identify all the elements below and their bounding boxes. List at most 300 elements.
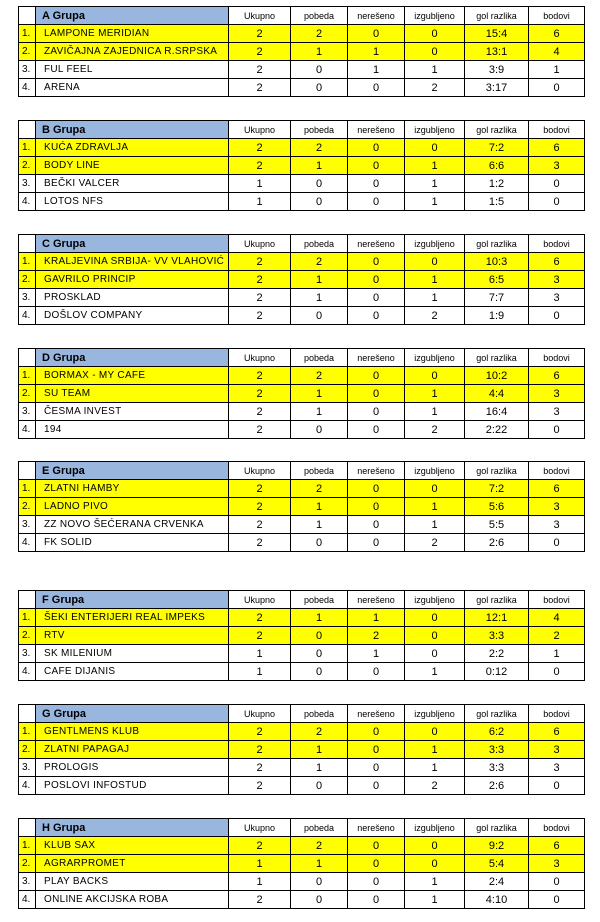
column-header: pobeda [291,705,348,723]
column-header: nerešeno [348,235,405,253]
position-cell: 4. [19,534,36,552]
stat-cell: 1 [405,873,465,891]
column-header: Ukupno [229,349,291,367]
stat-cell: 1 [529,645,585,663]
stat-cell: 1 [405,498,465,516]
stat-cell: 1 [348,43,405,61]
team-name: ONLINE AKCIJSKA ROBA [36,891,229,909]
stat-cell: 0 [348,777,405,795]
stat-cell: 0 [348,175,405,193]
team-name: LADNO PIVO [36,498,229,516]
stat-cell: 0 [348,25,405,43]
column-header: Ukupno [229,819,291,837]
position-cell: 3. [19,645,36,663]
header-blank-cell [19,819,36,837]
group-header-row [19,462,585,480]
stat-cell: 0 [405,43,465,61]
stat-cell: 2:4 [465,873,529,891]
stat-cell: 3:17 [465,79,529,97]
team-name: BORMAX - MY CAFE [36,367,229,385]
stat-cell: 1 [291,609,348,627]
stat-cell: 2 [229,516,291,534]
column-header: pobeda [291,121,348,139]
group-table [18,6,585,97]
group-name: A Grupa [36,7,229,25]
stat-cell: 6 [529,25,585,43]
team-name: KUĆA ZDRAVLJA [36,139,229,157]
column-header: nerešeno [348,591,405,609]
stat-cell: 2 [291,139,348,157]
column-header: izgubljeno [405,121,465,139]
stat-cell: 0:12 [465,663,529,681]
group-table [18,120,585,211]
stat-cell: 1:2 [465,175,529,193]
position-cell: 3. [19,175,36,193]
stat-cell: 7:2 [465,480,529,498]
team-name: FUL FEEL [36,61,229,79]
stat-cell: 0 [348,480,405,498]
column-header: gol razlika [465,819,529,837]
stat-cell: 0 [348,421,405,439]
table-row [19,307,585,325]
stat-cell: 3 [529,403,585,421]
stat-cell: 6:5 [465,271,529,289]
stat-cell: 0 [348,307,405,325]
group-name: G Grupa [36,705,229,723]
stat-cell: 2 [229,289,291,307]
stat-cell: 0 [348,534,405,552]
stat-cell: 2 [229,403,291,421]
position-cell: 3. [19,403,36,421]
team-name: LAMPONE MERIDIAN [36,25,229,43]
table-row [19,421,585,439]
position-cell: 2. [19,741,36,759]
table-row [19,61,585,79]
team-name: BODY LINE [36,157,229,175]
stat-cell: 3 [529,855,585,873]
table-row [19,663,585,681]
stat-cell: 2 [229,723,291,741]
position-cell: 1. [19,480,36,498]
stat-cell: 2 [229,609,291,627]
stat-cell: 1 [348,609,405,627]
column-header: izgubljeno [405,705,465,723]
team-name: PLAY BACKS [36,873,229,891]
position-cell: 2. [19,385,36,403]
stat-cell: 5:4 [465,855,529,873]
stat-cell: 3 [529,157,585,175]
stat-cell: 4:4 [465,385,529,403]
table-row [19,645,585,663]
stat-cell: 3 [529,741,585,759]
table-row [19,43,585,61]
stat-cell: 1 [229,855,291,873]
stat-cell: 2 [291,253,348,271]
stat-cell: 1 [405,516,465,534]
team-name: GAVRILO PRINCIP [36,271,229,289]
header-blank-cell [19,121,36,139]
stat-cell: 12:1 [465,609,529,627]
stat-cell: 2:6 [465,534,529,552]
column-header: nerešeno [348,462,405,480]
table-row [19,609,585,627]
stat-cell: 1 [229,645,291,663]
stat-cell: 1 [291,741,348,759]
position-cell: 4. [19,891,36,909]
stat-cell: 2 [291,25,348,43]
stat-cell: 3 [529,271,585,289]
stat-cell: 1 [291,759,348,777]
stat-cell: 1 [291,385,348,403]
stat-cell: 1 [229,873,291,891]
position-cell: 4. [19,777,36,795]
table-row [19,534,585,552]
stat-cell: 1 [405,403,465,421]
table-row [19,873,585,891]
column-header: gol razlika [465,121,529,139]
stat-cell: 2 [291,367,348,385]
stat-cell: 0 [291,663,348,681]
stat-cell: 0 [291,79,348,97]
position-cell: 3. [19,61,36,79]
stat-cell: 1 [405,759,465,777]
column-header: izgubljeno [405,462,465,480]
stat-cell: 3:3 [465,627,529,645]
stat-cell: 0 [348,79,405,97]
column-header: izgubljeno [405,349,465,367]
group-name: F Grupa [36,591,229,609]
stat-cell: 0 [529,891,585,909]
stat-cell: 6 [529,139,585,157]
header-blank-cell [19,235,36,253]
stat-cell: 0 [348,516,405,534]
position-cell: 1. [19,25,36,43]
stat-cell: 2 [229,43,291,61]
position-cell: 1. [19,609,36,627]
stat-cell: 0 [348,139,405,157]
stat-cell: 1 [405,289,465,307]
stat-cell: 2 [229,79,291,97]
stat-cell: 6 [529,253,585,271]
table-row [19,759,585,777]
stat-cell: 2 [229,157,291,175]
team-name: KLUB SAX [36,837,229,855]
position-cell: 1. [19,837,36,855]
stat-cell: 1 [405,175,465,193]
column-header: Ukupno [229,121,291,139]
table-row [19,627,585,645]
stat-cell: 16:4 [465,403,529,421]
stat-cell: 15:4 [465,25,529,43]
team-name: BEČKI VALCER [36,175,229,193]
column-header: Ukupno [229,591,291,609]
stat-cell: 2 [405,307,465,325]
stat-cell: 0 [291,193,348,211]
group-header-row [19,819,585,837]
stat-cell: 0 [348,289,405,307]
stat-cell: 2 [229,61,291,79]
group-table [18,461,585,552]
table-row [19,175,585,193]
position-cell: 4. [19,307,36,325]
position-cell: 2. [19,498,36,516]
stat-cell: 1 [229,193,291,211]
column-header: bodovi [529,121,585,139]
team-name: PROLOGIS [36,759,229,777]
column-header: Ukupno [229,462,291,480]
group-header-row [19,121,585,139]
table-row [19,367,585,385]
header-blank-cell [19,349,36,367]
column-header: pobeda [291,819,348,837]
stat-cell: 0 [348,837,405,855]
table-row [19,741,585,759]
stat-cell: 6:6 [465,157,529,175]
stat-cell: 2 [229,253,291,271]
stat-cell: 6 [529,723,585,741]
stat-cell: 4:10 [465,891,529,909]
stat-cell: 0 [405,627,465,645]
stat-cell: 0 [291,307,348,325]
table-row [19,723,585,741]
stat-cell: 0 [348,253,405,271]
team-name: ARENA [36,79,229,97]
team-name: CAFE DIJANIS [36,663,229,681]
column-header: nerešeno [348,121,405,139]
stat-cell: 2 [405,79,465,97]
column-header: Ukupno [229,705,291,723]
column-header: bodovi [529,705,585,723]
table-row [19,837,585,855]
column-header: bodovi [529,235,585,253]
stat-cell: 0 [405,253,465,271]
stat-cell: 0 [405,367,465,385]
stat-cell: 0 [529,534,585,552]
stat-cell: 0 [405,609,465,627]
team-name: AGRARPROMET [36,855,229,873]
table-row [19,253,585,271]
table-row [19,498,585,516]
stat-cell: 4 [529,609,585,627]
stat-cell: 0 [529,175,585,193]
stat-cell: 7:7 [465,289,529,307]
stat-cell: 2 [229,367,291,385]
team-name: SK MILENIUM [36,645,229,663]
stat-cell: 2:2 [465,645,529,663]
team-name: POSLOVI INFOSTUD [36,777,229,795]
stat-cell: 0 [348,723,405,741]
position-cell: 4. [19,663,36,681]
position-cell: 1. [19,367,36,385]
column-header: pobeda [291,7,348,25]
table-row [19,891,585,909]
table-row [19,403,585,421]
group-header-row [19,591,585,609]
stat-cell: 6 [529,480,585,498]
stat-cell: 0 [529,79,585,97]
stat-cell: 10:2 [465,367,529,385]
stat-cell: 3 [529,516,585,534]
column-header: bodovi [529,819,585,837]
stat-cell: 4 [529,43,585,61]
group-name: D Grupa [36,349,229,367]
stat-cell: 6 [529,837,585,855]
table-row [19,777,585,795]
stat-cell: 13:1 [465,43,529,61]
group-table [18,234,585,325]
team-name: ZLATNI PAPAGAJ [36,741,229,759]
stat-cell: 0 [405,139,465,157]
table-row [19,480,585,498]
stat-cell: 3:3 [465,741,529,759]
position-cell: 2. [19,271,36,289]
stat-cell: 1 [405,891,465,909]
team-name: PROSKLAD [36,289,229,307]
column-header: pobeda [291,591,348,609]
team-name: SU TEAM [36,385,229,403]
stat-cell: 6 [529,367,585,385]
stat-cell: 0 [348,759,405,777]
stat-cell: 1 [405,385,465,403]
stat-cell: 2 [405,777,465,795]
stat-cell: 0 [291,627,348,645]
column-header: izgubljeno [405,235,465,253]
position-cell: 4. [19,79,36,97]
position-cell: 4. [19,193,36,211]
column-header: bodovi [529,591,585,609]
team-name: ZLATNI HAMBY [36,480,229,498]
stat-cell: 2 [405,534,465,552]
stat-cell: 0 [291,873,348,891]
stat-cell: 2 [229,385,291,403]
stat-cell: 0 [348,271,405,289]
stat-cell: 0 [405,855,465,873]
team-name: ZZ NOVO ŠEĆERANA CRVENKA [36,516,229,534]
team-name: ZAVIČAJNA ZAJEDNICA R.SRPSKA [36,43,229,61]
stat-cell: 0 [405,723,465,741]
stat-cell: 3 [529,759,585,777]
position-cell: 4. [19,421,36,439]
stat-cell: 0 [529,777,585,795]
team-name: ČESMA INVEST [36,403,229,421]
group-header-row [19,349,585,367]
stat-cell: 0 [291,645,348,663]
column-header: gol razlika [465,235,529,253]
team-name: DOŠLOV COMPANY [36,307,229,325]
stat-cell: 0 [348,741,405,759]
stat-cell: 1 [405,193,465,211]
stat-cell: 2 [229,759,291,777]
stat-cell: 0 [348,855,405,873]
table-row [19,25,585,43]
stat-cell: 1 [405,157,465,175]
stat-cell: 1 [405,61,465,79]
team-name: KRALJEVINA SRBIJA- VV VLAHOVIĆ [36,253,229,271]
stat-cell: 1 [229,663,291,681]
team-name: ŠEKI ENTERIJERI REAL IMPEKS [36,609,229,627]
stat-cell: 2 [229,421,291,439]
table-row [19,289,585,307]
stat-cell: 0 [348,498,405,516]
stat-cell: 2 [291,837,348,855]
position-cell: 1. [19,139,36,157]
stat-cell: 0 [291,61,348,79]
stat-cell: 0 [405,645,465,663]
column-header: bodovi [529,7,585,25]
stat-cell: 0 [529,421,585,439]
position-cell: 3. [19,873,36,891]
stat-cell: 0 [529,663,585,681]
stat-cell: 2 [229,777,291,795]
column-header: nerešeno [348,7,405,25]
stat-cell: 2 [229,139,291,157]
position-cell: 1. [19,253,36,271]
stat-cell: 1:9 [465,307,529,325]
group-table [18,704,585,795]
group-header-row [19,7,585,25]
table-row [19,855,585,873]
stat-cell: 1 [405,741,465,759]
stat-cell: 2:6 [465,777,529,795]
column-header: pobeda [291,349,348,367]
stat-cell: 3:9 [465,61,529,79]
column-header: Ukupno [229,235,291,253]
stat-cell: 1 [291,271,348,289]
stat-cell: 0 [348,367,405,385]
stat-cell: 0 [348,891,405,909]
stat-cell: 2 [229,271,291,289]
stat-cell: 1 [229,175,291,193]
header-blank-cell [19,591,36,609]
team-name: 194 [36,421,229,439]
stat-cell: 0 [291,421,348,439]
stat-cell: 1 [348,645,405,663]
team-name: FK SOLID [36,534,229,552]
position-cell: 2. [19,627,36,645]
group-table [18,818,585,909]
group-header-row [19,235,585,253]
stat-cell: 10:3 [465,253,529,271]
column-header: gol razlika [465,7,529,25]
column-header: gol razlika [465,705,529,723]
stat-cell: 1 [348,61,405,79]
column-header: bodovi [529,462,585,480]
stat-cell: 2 [229,498,291,516]
position-cell: 1. [19,723,36,741]
team-name: GENTLMENS KLUB [36,723,229,741]
stat-cell: 0 [291,534,348,552]
team-name: RTV [36,627,229,645]
table-row [19,157,585,175]
stat-cell: 3:3 [465,759,529,777]
stat-cell: 2 [229,627,291,645]
stat-cell: 0 [291,175,348,193]
stat-cell: 0 [348,663,405,681]
stat-cell: 9:2 [465,837,529,855]
header-blank-cell [19,7,36,25]
table-row [19,139,585,157]
position-cell: 2. [19,43,36,61]
group-header-row [19,705,585,723]
stat-cell: 0 [405,25,465,43]
position-cell: 3. [19,759,36,777]
column-header: gol razlika [465,591,529,609]
stat-cell: 1 [291,289,348,307]
group-name: B Grupa [36,121,229,139]
table-row [19,271,585,289]
stat-cell: 3 [529,289,585,307]
column-header: nerešeno [348,705,405,723]
